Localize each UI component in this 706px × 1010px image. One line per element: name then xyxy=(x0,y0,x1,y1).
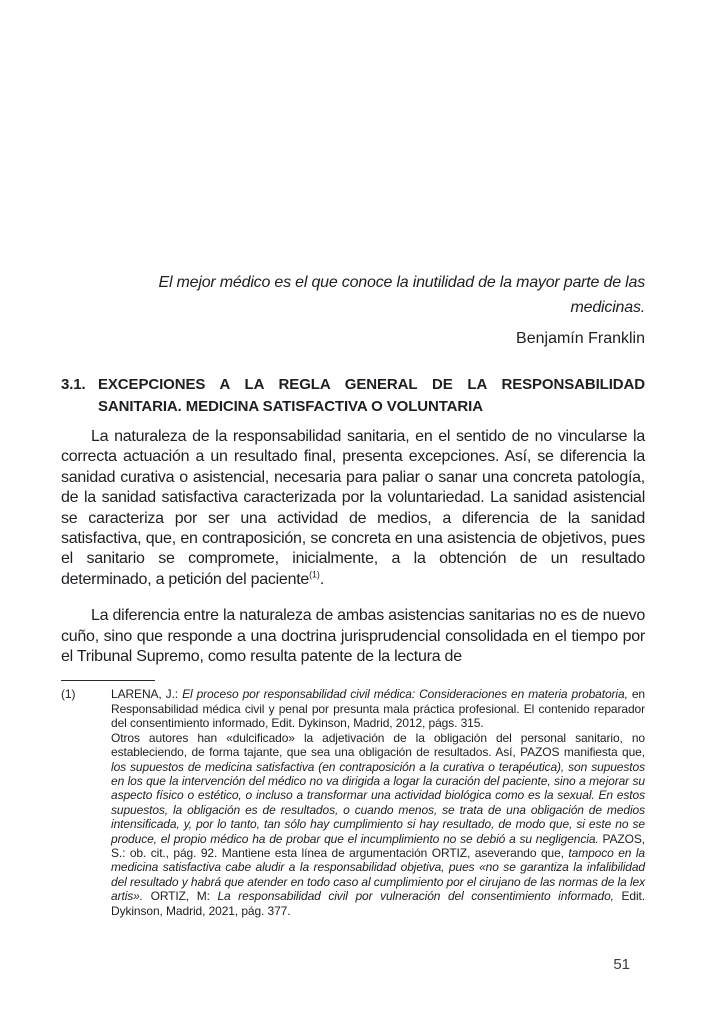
body-paragraph-1: La naturaleza de la responsabilidad sanitaria, en el sentido de no vincularse la correcta actuación a un resultado final, presenta excepciones. Así, se diferencia la sanidad curativa o asistencial, necesaria para paliar o sanar una concreta patología, de la sanidad satisfactiva caracterizada por la voluntariedad. La sanidad asistencial se caracteriza por ser una actividad de medios, a diferencia de la sanidad satisfactiva, que, en contraposición, se concreta en una asistencia de objetivos, pues el sanitario se compromete, inicialmente, a la obtención de un resultado determinado, a petición del paciente$^{(1)}$. xyxy=(61,428,645,588)
body-text xyxy=(61,427,645,667)
page-number: 51 xyxy=(613,956,630,973)
section-title xyxy=(98,374,645,418)
section-title-line2: SANITARIA. MEDICINA SATISFACTIVA O VOLUNTARIA xyxy=(98,398,483,415)
epigraph xyxy=(61,270,645,351)
footnote-marker: (1) xyxy=(61,687,76,702)
page-content xyxy=(61,0,645,918)
epigraph-quote: El mejor médico es el que conoce la inutilidad de la mayor parte de las medicinas. xyxy=(158,274,645,316)
body-paragraph-2: La diferencia entre la naturaleza de ambas asistencias sanitarias no es de nuevo cuño, sino que responde a una doctrina jurisprudencial consolidada en el tiempo por el Tribunal Supremo, como resulta patente de la lectura de xyxy=(61,607,645,666)
footnote-paragraph-1: LARENA, J.: El proceso por responsabilidad civil médica: Consideraciones en materia probatoria, en Responsabilidad médica civil y penal por presunta mala práctica profesional. El contenido reparador del consentimiento informado, Edit. Dykinson, Madrid, 2012, págs. 315. xyxy=(111,687,645,731)
footnote-1 xyxy=(61,687,645,918)
section-heading xyxy=(61,374,645,418)
epigraph-attribution: Benjamín Franklin xyxy=(516,330,645,347)
footnote-paragraph-2: Otros autores han «dulcificado» la adjetivación de la obligación del personal sanitario, no estableciendo, de forma tajante, que sea una obligación de resultados. Así, PAZOS manifiesta que, los supuestos de medicina satisfactiva (en contraposición a la curativa o terapéutica), son supuestos en los que la intervención del médico no va dirigida a logar la curación del paciente, sino a mejorar su aspecto físico o estético, o incluso a transformar una actividad biológica como es la sexual. En estos supuestos, la obligación es de resultados, o cuando menos, se trata de una obligación de medios intensificada, y, por lo tanto, tan sólo hay cumplimiento si hay resultado, de modo que, si este no se produce, el propio médico ha de probar que el incumplimiento no se debió a su negligencia. PAZOS, S.: ob. cit., pág. 92. Mantiene esta línea de argumentación ORTIZ, aseverando que, tampoco en la medicina satisfactiva cabe aludir a la responsabilidad objetiva, pues «no se garantiza la infalibilidad del resultado y habrá que atender en todo caso al cumplimiento por el cirujano de las normas de la lex artis». ORTIZ, M: La responsabilidad civil por vulneración del consentimiento informado, Edit. Dykinson, Madrid, 2021, pág. 377. xyxy=(111,730,646,918)
footnote-text xyxy=(111,687,645,918)
section-number: 3.1. xyxy=(61,376,86,393)
section-title-line1: EXCEPCIONES A LA REGLA GENERAL DE LA RESPONSABILIDAD xyxy=(98,376,645,393)
footnote-separator xyxy=(61,680,155,681)
